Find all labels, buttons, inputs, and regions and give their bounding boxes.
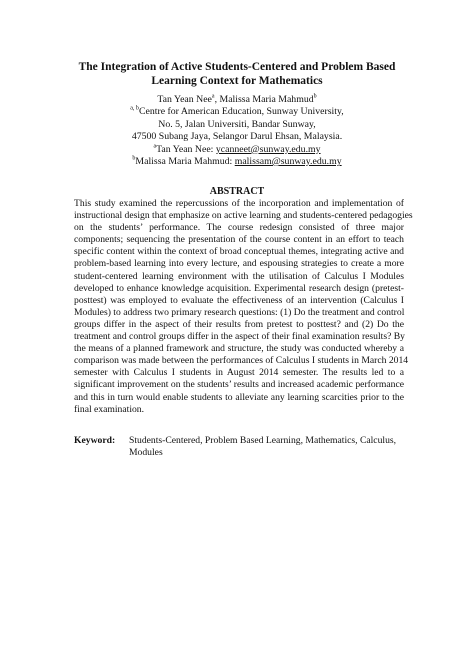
email-link[interactable]: malissam@sunway.edu.my [234,156,342,168]
keyword-label: Keyword: [74,435,116,446]
contact-superscript: b [132,155,136,162]
affiliation-text: Centre for American Education, Sunway University, [138,106,344,118]
keyword-line: Students-Centered, Problem Based Learning, Mathematics, Calculus, [129,435,397,446]
contact-superscript: a [153,143,157,150]
abstract-line: on the students’ performance. The course redesign consisted of three major [74,222,404,234]
abstract-line: This study examined the repercussions of the incorporation and implementation of [74,198,404,209]
affiliation-line [60,106,414,118]
abstract-body [74,198,413,416]
contact-label: Tan Yean Nee: [156,143,216,155]
abstract-heading: ABSTRACT [209,186,265,197]
author-block [60,94,414,168]
keyword-line: Modules [129,447,163,459]
author-name: Tan Yean Nee [157,94,212,105]
keyword-list [129,435,404,459]
author-superscript: b [313,93,317,100]
title-line: The Integration of Active Students-Centered and Problem Based [78,61,396,73]
abstract-line: and this in turn would enable students to alleviate any learning scarcities prior to the [74,391,404,403]
abstract-line: developed to enhance knowledge acquisition. Experimental research design (pretest- [74,282,404,294]
abstract-line: comparison was made between the performances of Calculus I students in March 2014 [74,355,409,367]
abstract-line: specific content within the context of broad conceptual themes, integrating active and [74,246,404,258]
contact-label: Malissa Maria Mahmud: [135,156,235,168]
abstract-line: semester with Calculus I students in August 2014 semester. The results led to a [74,367,404,379]
abstract-line: components; sequencing the presentation of the course content in an effort to teach [74,234,404,246]
author-names [60,94,414,106]
abstract-line: final examination. [74,403,145,415]
contact-line [60,144,414,156]
affiliation-line: No. 5, Jalan Universiti, Bandar Sunway, [158,118,316,130]
affiliation-line: 47500 Subang Jaya, Selangor Darul Ehsan, Malaysia. [131,131,343,143]
abstract-line: student-centered learning environment with the utilisation of Calculus I Modules [74,270,404,282]
abstract-line: significant improvement on the students’ results and increased academic performance [74,379,404,391]
email-link[interactable]: ycanneet@sunway.edu.my [215,143,321,155]
abstract-line: the means of a planned framework and structure, the study was conducted whereby a [74,343,404,355]
paper-title [60,60,414,88]
author-superscript: a [211,93,215,100]
author-separator: , [214,94,220,105]
affiliation-superscript: a, b [130,106,139,113]
abstract-line: instructional design that emphasize on active learning and students-centered pedagogies [74,210,413,222]
abstract-line: treatment and control groups differ in the aspect of their final examination results? By [74,331,405,343]
abstract-line: posttest) was employed to evaluate the effectiveness of an intervention (Calculus I [74,294,404,306]
author-name: Malissa Maria Mahmud [219,94,314,105]
abstract-line: groups differ in the aspect of their results from pretest to posttest? and (2) Do the [74,318,404,330]
abstract-line: Modules) to address two primary research questions: (1) Do the treatment and control [74,306,405,318]
contact-line [60,156,414,168]
abstract-line: problem-based learning into every lecture, and espousing strategies to create a more [74,258,404,270]
title-line: Learning Context for Mathematics [151,75,323,87]
